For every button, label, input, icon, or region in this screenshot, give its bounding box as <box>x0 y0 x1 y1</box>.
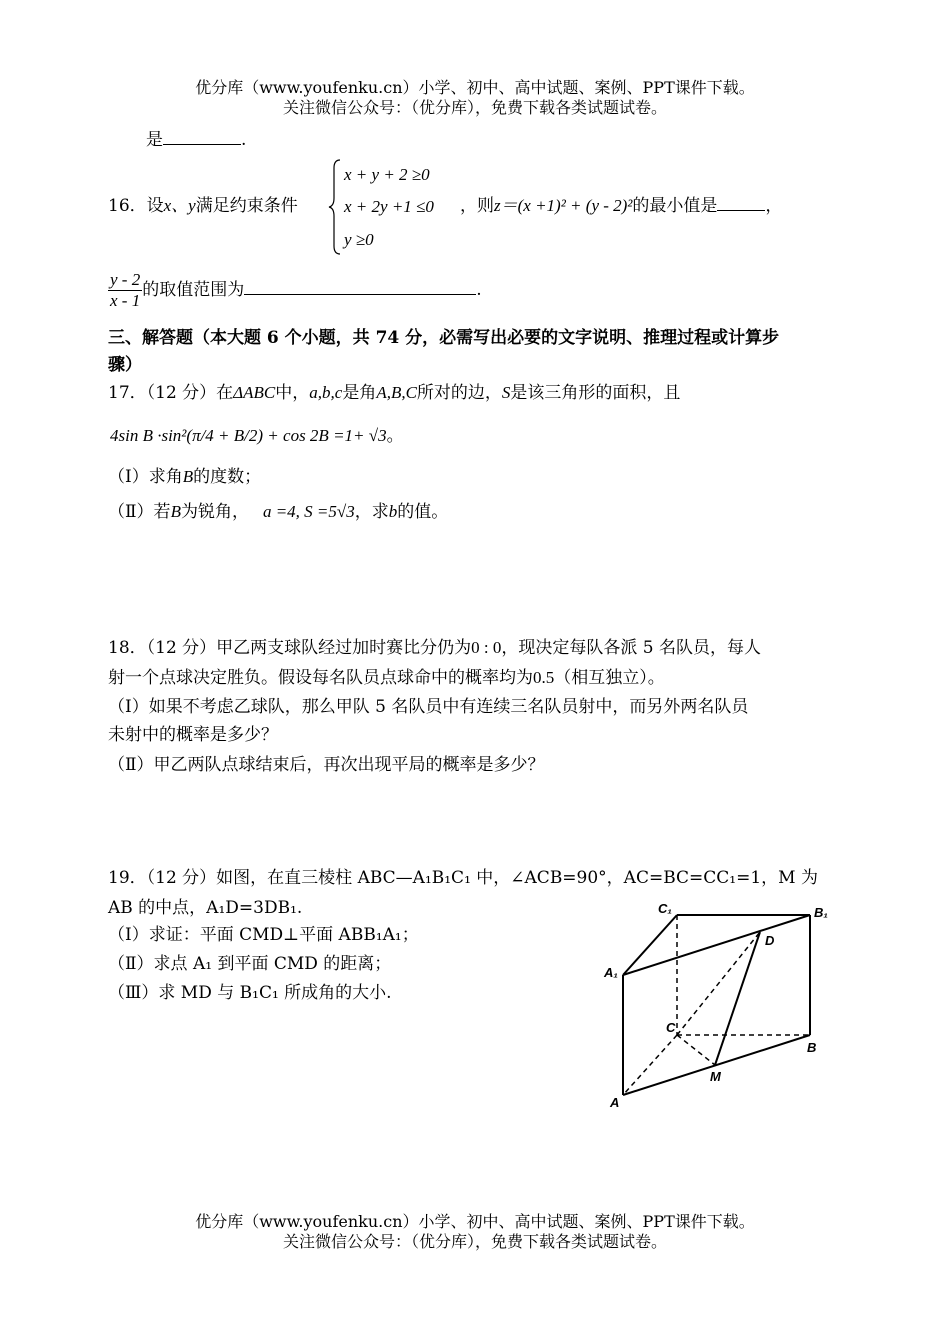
q16-fraction <box>108 270 142 311</box>
q17-p1-b: 的度数； <box>193 467 262 487</box>
q16-comma: ， <box>765 196 783 216</box>
header-line-1: 优分库（www.youfenku.cn）小学、初中、高中试题、案例、PPT课件下载。 <box>195 78 755 97</box>
q17-angles: A,B,C <box>376 383 417 402</box>
q17-p2-b: 为锐角， <box>180 502 249 522</box>
q18-l1-a: 18．（12 分）甲乙两支球队经过加时赛比分仍为 <box>108 638 472 658</box>
label-a: A <box>610 1095 620 1110</box>
q16-text1: 满足约束条件 <box>195 196 298 216</box>
q18-l1-b: ，现决定每队各派 5 名队员，每人 <box>501 638 762 658</box>
q16-z: z＝ <box>494 196 518 215</box>
q17-triangle: ΔABC <box>233 383 276 402</box>
section-3-title: 三、解答题（本大题 6 个小题，共 74 分，必需写出必要的文字说明、推理过程或计算步 <box>108 328 780 348</box>
q15-suffix: . <box>241 130 247 150</box>
q17-p2-a: （Ⅱ）若 <box>108 502 171 522</box>
section-3-title-2: 骤） <box>108 355 142 375</box>
q15-prefix: 是 <box>146 130 163 150</box>
label-b1: B₁ <box>814 905 828 920</box>
q17-p2-bvar: b <box>388 502 398 521</box>
label-c: C <box>666 1020 676 1035</box>
q17-p1-a: （Ⅰ）求角 <box>108 467 183 487</box>
q19-line-5: （Ⅲ）求 MD 与 B₁C₁ 所成角的大小. <box>108 983 392 1003</box>
q16-text4: 的取值范围为 <box>142 280 245 300</box>
q16-stem <box>108 194 298 218</box>
label-a1: A₁ <box>604 965 618 980</box>
q18-line-5: （Ⅱ）甲乙两队点球结束后，再次出现平局的概率是多少？ <box>108 755 545 775</box>
q15-blank <box>163 130 241 145</box>
segment-cm <box>677 1035 715 1065</box>
header-line-2: 关注微信公众号：（优分库），免费下载各类试题试卷。 <box>282 98 667 117</box>
q19-line-1: 19．（12 分）如图，在直三棱柱 ABC—A₁B₁C₁ 中，∠ACB=90°，AC=BC=CC₁=1，M 为 <box>108 868 818 888</box>
q16-blank-2 <box>244 280 476 295</box>
footer-line-1: 优分库（www.youfenku.cn）小学、初中、高中试题、案例、PPT课件下载。 <box>195 1212 755 1231</box>
q17-equation: 4sin B ·sin²(π/4 + B/2) + cos 2B =1+ √3 <box>110 426 387 445</box>
segment-md <box>715 932 760 1065</box>
q17-text-c: 是角 <box>342 383 377 403</box>
q17-equation-line <box>110 424 404 448</box>
q16-vars: x、y <box>163 196 196 215</box>
q18-l2-a: 射一个点球决定胜负。假设每名队员点球命中的概率均为 <box>108 668 533 688</box>
q16-end: . <box>476 280 482 300</box>
footer-line-2: 关注微信公众号：（优分库），免费下载各类试题试卷。 <box>282 1232 667 1251</box>
q18-line-2 <box>108 666 665 690</box>
q16-frac-den: x - 1 <box>110 291 141 310</box>
q17-text-e: 是该三角形的面积，且 <box>510 383 681 403</box>
q17-text-b: 中， <box>275 383 310 403</box>
left-brace-icon <box>328 158 342 256</box>
q16-constraint-3: y ≥0 <box>344 230 374 249</box>
q17-number: 17．（12 分）在 <box>108 383 234 403</box>
q17-text-d: 所对的边， <box>416 383 502 403</box>
q18-line-3: （Ⅰ）如果不考虑乙球队，那么甲队 5 名队员中有连续三名队员射中，而另外两名队员 <box>108 697 749 717</box>
q17-part-1 <box>108 465 261 489</box>
q17-area-symbol: S <box>501 383 511 402</box>
q16-blank-1 <box>717 196 765 211</box>
q17-sides: a,b,c <box>309 383 343 402</box>
label-d: D <box>765 933 775 948</box>
q18-line-4: 未射中的概率是多少？ <box>108 725 278 745</box>
q16-text2: ，则 <box>460 196 494 216</box>
label-c1: C₁ <box>658 901 672 916</box>
q16-constraint-1: x + y + 2 ≥0 <box>344 165 430 184</box>
q15-answer-line <box>146 128 246 152</box>
q19-line-3: （Ⅰ）求证：平面 CMD⊥平面 ABB₁A₁； <box>108 925 419 945</box>
q17-p2-cond: a =4, S =5√3 <box>262 502 355 521</box>
q17-p2-d: 的值。 <box>397 502 449 522</box>
q17-p2-B: B <box>170 502 181 521</box>
segment-cd <box>677 932 760 1035</box>
q16-frac-num: y - 2 <box>110 270 141 289</box>
prism-figure <box>590 895 850 1115</box>
edge-ab <box>623 1035 810 1095</box>
q16-constraint-2: x + 2y +1 ≤0 <box>344 197 434 216</box>
q17-line-1 <box>108 381 680 405</box>
q17-p2-c: ，求 <box>354 502 389 522</box>
q18-score: 0 : 0 <box>471 638 502 657</box>
label-m: M <box>710 1069 721 1084</box>
label-b: B <box>807 1040 817 1055</box>
q17-equation-end: 。 <box>386 426 404 446</box>
q19-line-4: （Ⅱ）求点 A₁ 到平面 CMD 的距离； <box>108 954 392 974</box>
q17-p1-B: B <box>182 467 194 486</box>
q19-line-2: AB 的中点，A₁D=3DB₁. <box>108 898 303 918</box>
q16-expression: (x +1)² + (y - 2)² <box>517 196 633 215</box>
q18-line-1 <box>108 636 761 660</box>
q18-l2-b: （相互独立）。 <box>554 668 665 688</box>
q16-text3: 的最小值是 <box>632 196 718 216</box>
q17-part-2 <box>108 500 448 524</box>
q16-number: 16．设 <box>108 196 164 216</box>
q16-objective <box>460 194 782 218</box>
q16-part2 <box>108 270 482 311</box>
q18-prob: 0.5 <box>533 668 555 687</box>
